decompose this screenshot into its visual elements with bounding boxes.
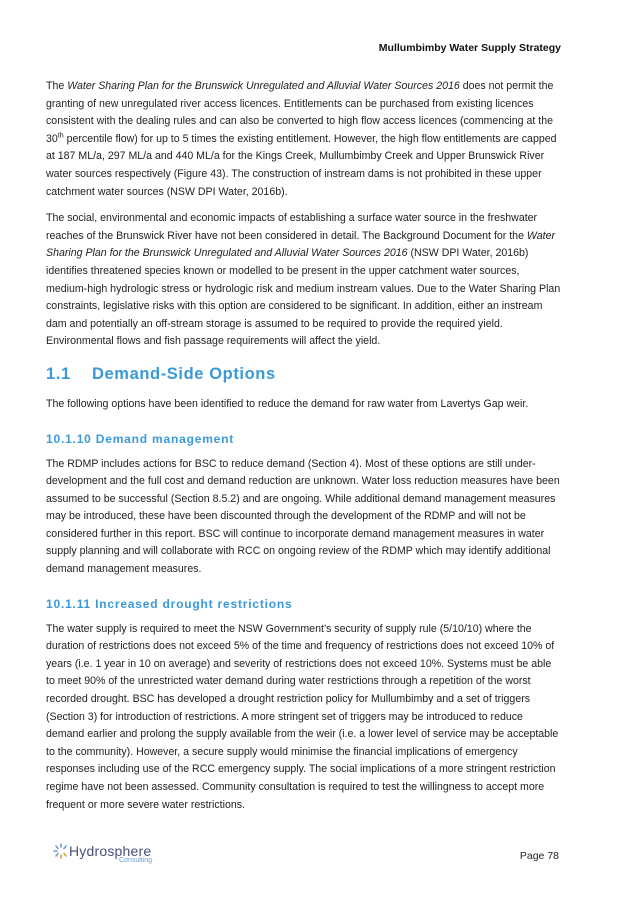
- text-run: The: [46, 80, 68, 92]
- paragraph-demand-management: The RDMP includes actions for BSC to reduce demand (Section 4). Most of these options are still under-development and the full cost and demand reduction are unknown. Water loss reduction measures have been assumed to be successful (Section 8.5.2) and are ongoing. While additional demand management measures may be introduced, these have been discounted through the development of the RDMP and will not be considered further in this report. BSC will continue to incorporate demand management measures in water supply planning and will collaborate with RCC on ongoing review of the RDMP which may identify additional demand management measures.: [46, 457, 560, 576]
- hydrosphere-logo: [52, 842, 162, 868]
- logo-subtitle: Consulting: [119, 857, 153, 864]
- text-run: The social, environmental and economic impacts of establishing a surface water source in the freshwater reaches of the Brunswick River have not been considered in detail. The Background Document for the: [46, 212, 538, 242]
- superscript: th: [57, 132, 64, 140]
- text-run: does not permit the granting of new unregulated river access licences. Entitlements can be purchased from existing licences consistent with the dealing rules and can also be converted to high flow access licences (commencing at the 30: [46, 80, 554, 145]
- section-title: Demand-Side Options: [92, 364, 276, 383]
- paragraph-drought-restrictions: The water supply is required to meet the NSW Government’s security of supply rule (5/10/10) where the duration of restrictions does not exceed 5% of the time and frequency of restrictions does not exceed 10% of years (i.e. 1 year in 10 on average) and severity of restrictions does not exceed 10%. Systems must be able to meet 90% of the unrestricted water demand during water restrictions through a repetition of the worst recorded drought. BSC has developed a drought restriction policy for Mullumbimby and a set of triggers (Section 3) for introduction of restrictions. A more stringent set of triggers may be introduced to reduce demand earlier and prolong the supply available from the weir (i.e. a lower level of service may be acceptable to the community). However, a secure supply would minimise the financial implications of emergency responses including use of the RCC emergency supply. The social implications of a more stringent restriction regime have not been assessed. Community consultation is required to test the willingness to accept more frequent or more severe water restrictions.: [46, 622, 559, 811]
- logo-name: Hydrosphere: [69, 843, 152, 859]
- document-body: [46, 78, 562, 823]
- text-run: percentile flow) for up to 5 times the existing entitlement. However, the high flow entitlements are capped at 187 ML/a, 297 ML/a and 440 ML/a for the Kings Creek, Mullumbimby Creek and Upper Brunswick River water sources respectively (Figure 43). The construction of instream dams is not prohibited in these upper catchment water sources (NSW DPI Water, 2016b).: [46, 132, 557, 198]
- paragraph-impacts: [46, 210, 562, 351]
- document-header-title: Mullumbimby Water Supply Strategy: [378, 42, 561, 54]
- subsection-heading-demand-management: 10.1.10 Demand management: [46, 431, 235, 446]
- plan-title-italic: Water Sharing Plan for the Brunswick Unregulated and Alluvial Water Sources 2016: [67, 80, 460, 92]
- text-run: (NSW DPI Water, 2016b) identifies threatened species known or modelled to be present in the upper catchment water sources, medium-high hydrologic stress or hydrologic risk and medium instream values. Due to the Water Sharing Plan constraints, legislative risks with this option are considered to be significant. In addition, either an instream dam and potentially an off-stream storage is assumed to be required to provide the required yield. Environmental flows and fish passage requirements will affect the yield.: [46, 247, 561, 348]
- subsection-heading-drought-restrictions: 10.1.11 Increased drought restrictions: [46, 596, 293, 611]
- sunburst-icon: [52, 842, 70, 860]
- section-number: 1.1: [46, 364, 71, 383]
- section-heading: [46, 365, 562, 384]
- paragraph-options-intro: The following options have been identified to reduce the demand for raw water from Lavertys Gap weir.: [46, 397, 529, 410]
- page-number: Page 78: [519, 850, 559, 862]
- paragraph-water-sharing-plan: [46, 78, 562, 201]
- plan-title-italic: Water Sharing Plan for the Brunswick Unregulated and Alluvial Water Sources 2016: [46, 229, 555, 260]
